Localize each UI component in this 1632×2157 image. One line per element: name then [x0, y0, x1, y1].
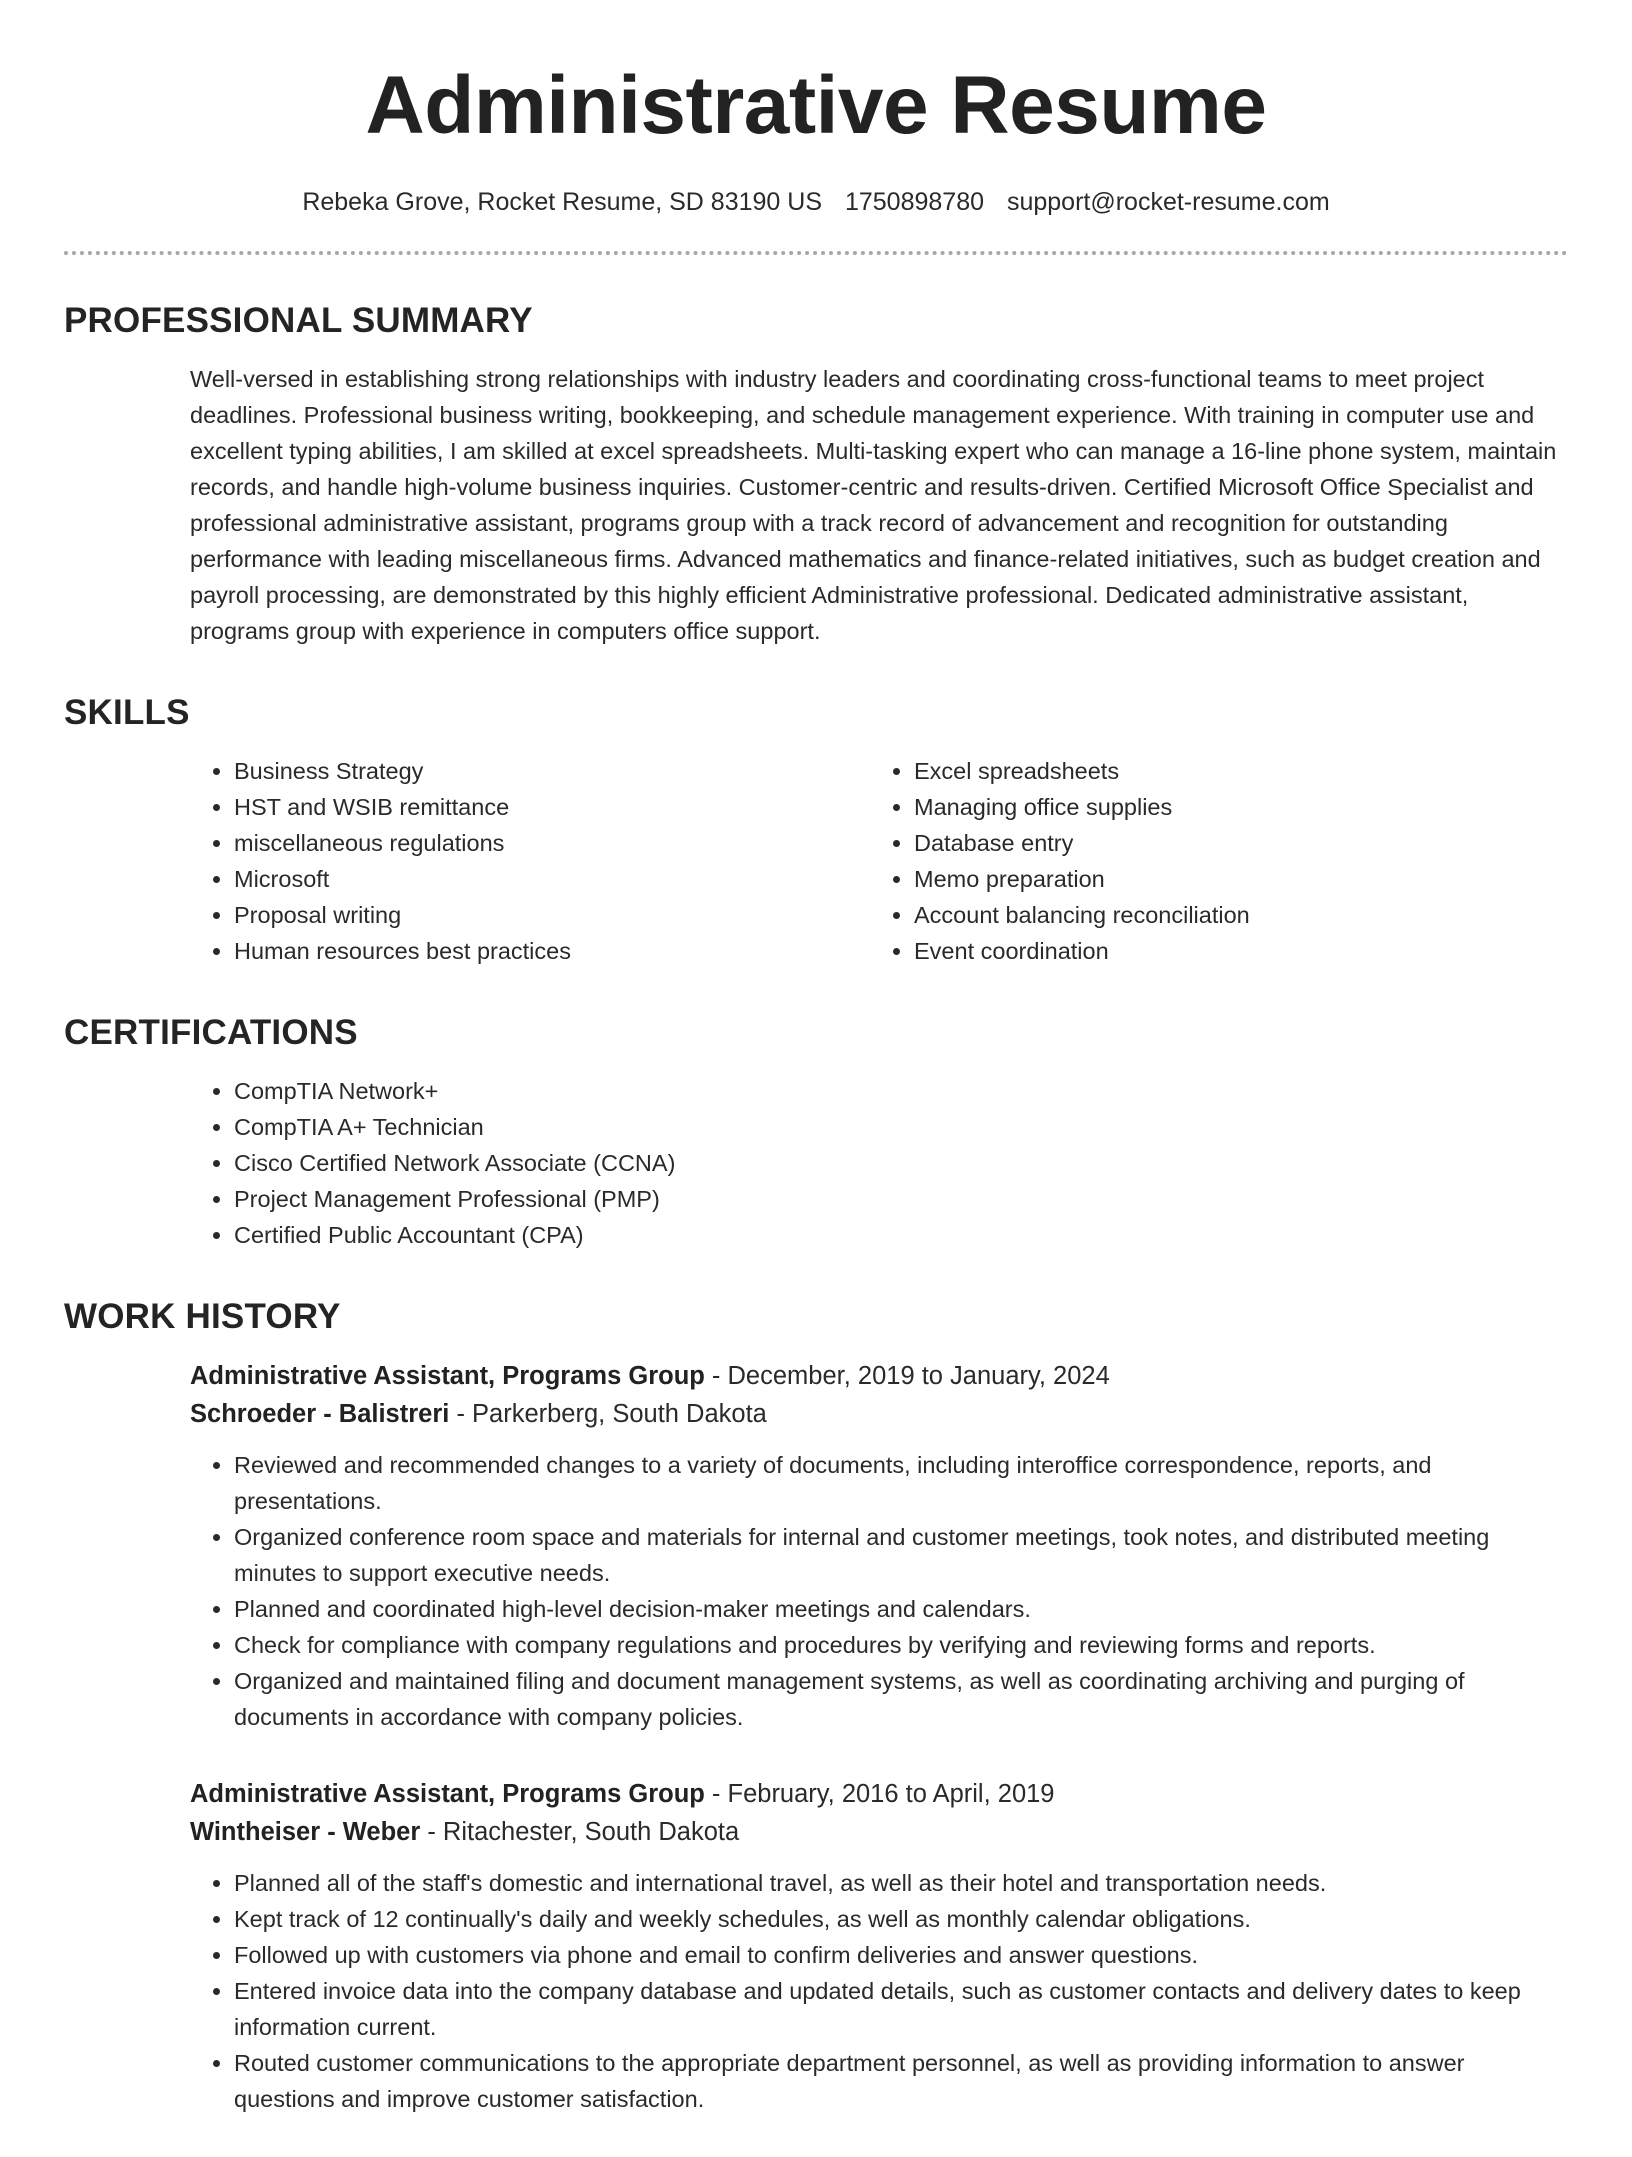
summary-heading: PROFESSIONAL SUMMARY — [64, 301, 533, 340]
skills-heading: SKILLS — [64, 693, 190, 732]
job-location: - Ritachester, South Dakota — [420, 1818, 740, 1846]
skill-item: • Excel spreadsheets — [914, 753, 1550, 789]
job-bullet: • Reviewed and recommended changes to a variety of documents, including interoffice correspondence, reports, and presentations. — [234, 1447, 1568, 1519]
job-title-line — [190, 1775, 1568, 1813]
job-dates: - December, 2019 to January, 2024 — [704, 1362, 1110, 1390]
contact-phone: 1750898780 — [844, 188, 985, 216]
certification-item: • Certified Public Accountant (CPA) — [234, 1217, 1568, 1253]
skill-item: • Microsoft — [234, 861, 870, 897]
document-title: Administrative Resume — [365, 60, 1267, 151]
skill-item: • Account balancing reconciliation — [914, 897, 1550, 933]
skill-item: • Managing office supplies — [914, 789, 1550, 825]
summary-text: Well-versed in establishing strong relationships with industry leaders and coordinating cross-functional teams to meet project deadlines. Professional business writing, bookkeeping, and schedule management experience. With training in computer use and excellent typing abilities, I am skilled at excel spreadsheets. Multi-tasking expert who can manage a 16-line phone system, maintain records, and handle high-volume business inquiries. Customer-centric and results-driven. Certified Microsoft Office Specialist and professional administrative assistant, programs group with a track record of advancement and recognition for outstanding performance with leading miscellaneous firms. Advanced mathematics and finance-related initiatives, such as budget creation and payroll processing, are demonstrated by this highly efficient Administrative professional. Dedicated administrative assistant, programs group with experience in computers office support. — [190, 366, 1557, 644]
skill-item: • Business Strategy — [234, 753, 870, 789]
job-bullets — [190, 1865, 1568, 2117]
job-title: Administrative Assistant, Programs Group — [190, 1780, 705, 1808]
skills-section — [64, 693, 1568, 969]
certifications-body — [190, 1073, 1568, 1253]
job-bullet: • Routed customer communications to the appropriate department personnel, as well as providing information to answer questions and improve customer satisfaction. — [234, 2045, 1568, 2117]
skill-item: • Event coordination — [914, 933, 1550, 969]
skill-item: • HST and WSIB remittance — [234, 789, 870, 825]
job-company-line — [190, 1813, 1568, 1851]
job-location: - Parkerberg, South Dakota — [449, 1400, 767, 1428]
job-title-line — [190, 1357, 1568, 1395]
skills-list-right — [870, 753, 1550, 969]
certifications-list — [190, 1073, 1568, 1253]
job-company: Schroeder - Balistreri — [190, 1400, 450, 1428]
skill-item: • Memo preparation — [914, 861, 1550, 897]
job-dates: - February, 2016 to April, 2019 — [704, 1780, 1055, 1808]
job-entry — [190, 1357, 1568, 1735]
summary-body — [190, 361, 1568, 649]
job-company-line — [190, 1395, 1568, 1433]
contact-line — [64, 186, 1568, 218]
job-bullet: • Planned and coordinated high-level decision-maker meetings and calendars. — [234, 1591, 1568, 1627]
skills-list-left — [190, 753, 870, 969]
certification-item: • Project Management Professional (PMP) — [234, 1181, 1568, 1217]
skill-item: • Proposal writing — [234, 897, 870, 933]
skill-item: • Database entry — [914, 825, 1550, 861]
skills-columns — [190, 753, 1568, 969]
certifications-section — [64, 1013, 1568, 1253]
skills-column-right — [870, 753, 1550, 969]
job-bullet: • Followed up with customers via phone and email to confirm deliveries and answer questions. — [234, 1937, 1568, 1973]
work-history-section — [64, 1297, 1568, 2117]
work-history-body — [190, 1357, 1568, 2117]
resume-page — [64, 0, 1568, 2157]
job-bullet: • Check for compliance with company regulations and procedures by verifying and reviewing forms and reports. — [234, 1627, 1568, 1663]
job-bullet: • Entered invoice data into the company database and updated details, such as customer contacts and delivery dates to keep information current. — [234, 1973, 1568, 2045]
job-bullets — [190, 1447, 1568, 1735]
skill-item: • miscellaneous regulations — [234, 825, 870, 861]
job-bullet: • Kept track of 12 continually's daily and weekly schedules, as well as monthly calendar obligations. — [234, 1901, 1568, 1937]
contact-email: support@rocket-resume.com — [1006, 188, 1330, 216]
job-bullet: • Planned all of the staff's domestic and international travel, as well as their hotel and transportation needs. — [234, 1865, 1568, 1901]
work-history-heading: WORK HISTORY — [64, 1297, 341, 1336]
certifications-heading: CERTIFICATIONS — [64, 1013, 358, 1052]
certification-item: • CompTIA A+ Technician — [234, 1109, 1568, 1145]
contact-address: Rebeka Grove, Rocket Resume, SD 83190 US — [302, 188, 823, 216]
certification-item: • Cisco Certified Network Associate (CCNA) — [234, 1145, 1568, 1181]
job-entry — [190, 1775, 1568, 2117]
header-divider — [64, 251, 1568, 255]
job-bullet: • Organized and maintained filing and document management systems, as well as coordinating archiving and purging of documents in accordance with company policies. — [234, 1663, 1568, 1735]
skills-column-left — [190, 753, 870, 969]
skill-item: • Human resources best practices — [234, 933, 870, 969]
certification-item: • CompTIA Network+ — [234, 1073, 1568, 1109]
job-bullet: • Organized conference room space and materials for internal and customer meetings, took notes, and distributed meeting minutes to support executive needs. — [234, 1519, 1568, 1591]
summary-section — [64, 301, 1568, 649]
job-title: Administrative Assistant, Programs Group — [190, 1362, 705, 1390]
job-company: Wintheiser - Weber — [190, 1818, 421, 1846]
